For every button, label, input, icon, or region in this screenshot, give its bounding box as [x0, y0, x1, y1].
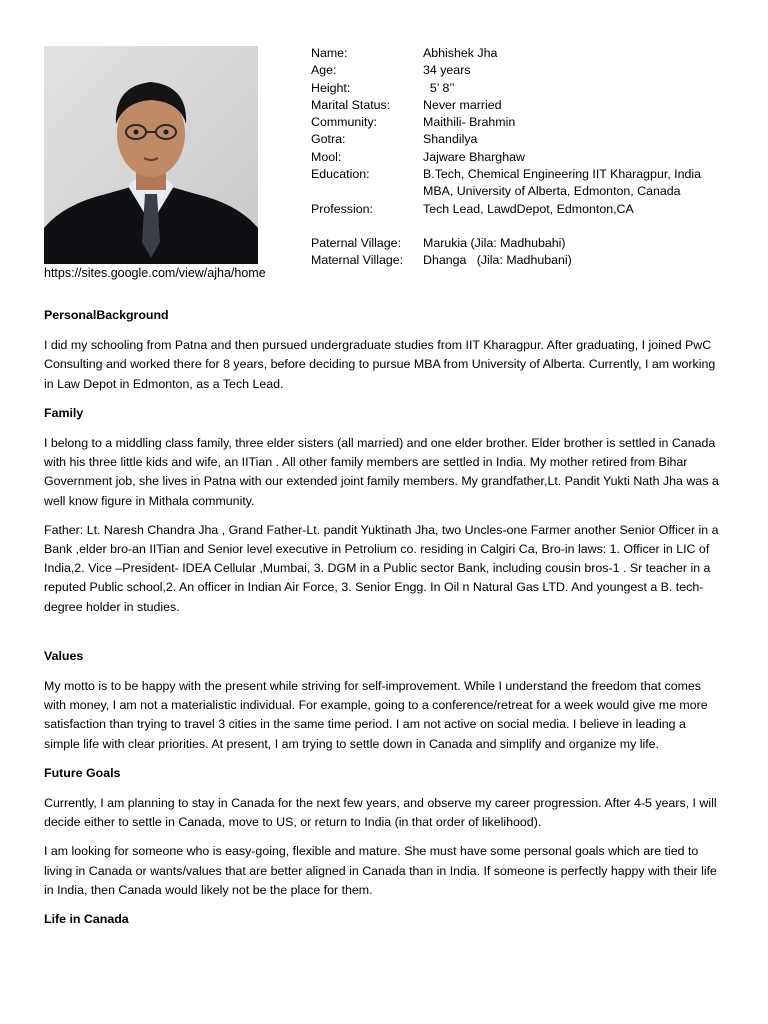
profile-row-gotra [311, 131, 701, 148]
profile-row-age [311, 62, 701, 79]
profile-row-name [311, 45, 701, 62]
section-spacer [44, 627, 724, 647]
profile-label: Paternal Village: [311, 235, 402, 250]
profile-value: Shandilya [423, 132, 478, 147]
family-heading: Family [44, 405, 84, 420]
profile-label: Profession: [311, 201, 373, 216]
family-text-1: I belong to a middling class family, three elder sisters (all married) and one elder brother. Elder brother is settled in Canada with his three little kids and wife, an IITian . All other family members are settled in India. My mother retired from Bihar Government job, she lives in Patna with our extended joint family members. My grandfather,Lt. Pandit Yukti Nath Jha was a well know figure in Mithala community. [44, 436, 719, 508]
profile-row-maternal-village [311, 252, 701, 269]
future-goals-heading: Future Goals [44, 765, 121, 780]
profile-value: 5’ 8’’ [423, 80, 455, 95]
profile-row-mool [311, 149, 701, 166]
profile-label: Maternal Village: [311, 253, 404, 268]
profile-label: Age: [311, 63, 337, 78]
profile-row-marital-status [311, 97, 701, 114]
profile-value: 34 years [423, 63, 471, 78]
profile-label: Mool: [311, 149, 342, 164]
homepage-link[interactable]: https://sites.google.com/view/ajha/home [44, 266, 266, 280]
profile-row-paternal-village [311, 235, 701, 252]
personal-background-text: I did my schooling from Patna and then pursued undergraduate studies from IIT Kharagpur. After graduating, I joined PwC Consulting and worked there for 8 years, before deciding to pursue MBA from University of Alberta. Currently, I am working in Law Depot in Edmonton, as a Tech Lead. [44, 338, 716, 391]
profile-label: Gotra: [311, 132, 346, 147]
future-goals-text-2: I am looking for someone who is easy-going, flexible and mature. She must have some personal goals which are tied to living in Canada or wants/values that are better aligned in Canada than in India. If someone is perfectly happy with their life in India, then Canada would likely not be the place for them. [44, 844, 717, 897]
profile-row-education-2 [311, 183, 701, 200]
profile-row-height [311, 80, 701, 97]
profile-value: B.Tech, Chemical Engineering IIT Kharagpur, India [423, 167, 702, 182]
profile-label: Marital Status: [311, 97, 391, 112]
values-text: My motto is to be happy with the present while striving for self-improvement. While I understand the freedom that comes with money, I am not a materialistic individual. For example, going to a conference/retreat for a week would give me more satisfaction than trying to travel 3 cities in the same time period. I am not active on social media. I believe in leading a simple life with clear priorities. At present, I am trying to settle down in Canada and simplify and organize my life. [44, 679, 708, 751]
profile-value: Never married [423, 97, 502, 112]
profile-label: Name: [311, 46, 348, 60]
bio-content [44, 306, 724, 940]
profile-value: Abhishek Jha [423, 46, 498, 60]
profile-row-education [311, 166, 701, 183]
personal-background-heading: PersonalBackground [44, 308, 169, 322]
profile-label [311, 183, 423, 200]
profile-spacer [311, 218, 701, 235]
values-heading: Values [44, 648, 84, 663]
life-in-canada-heading: Life in Canada [44, 912, 129, 927]
profile-label: Height: [311, 80, 351, 95]
profile-details [311, 45, 701, 270]
portrait-image [44, 46, 258, 264]
profile-value: Dhanga (Jila: Madhubani) [423, 253, 572, 268]
future-goals-text-1: Currently, I am planning to stay in Canada for the next few years, and observe my career progression. After 4-5 years, I will decide either to settle in Canada, move to US, or return to India (in that order of likelihood). [44, 796, 717, 830]
profile-label: Education: [311, 167, 370, 182]
profile-value: MBA, University of Alberta, Edmonton, Canada [423, 184, 681, 199]
profile-value: Tech Lead, LawdDepot, Edmonton,CA [423, 201, 634, 216]
profile-row-community [311, 114, 701, 131]
profile-value: Jajware Bharghaw [423, 149, 525, 164]
profile-value: Maithili- Brahmin [423, 115, 516, 130]
profile-photo [44, 46, 258, 264]
profile-value: Marukia (Jila: Madhubahi) [423, 235, 566, 250]
profile-row-profession [311, 201, 701, 218]
family-text-2: Father: Lt. Naresh Chandra Jha , Grand Father-Lt. pandit Yuktinath Jha, two Uncles-one Farmer another Senior Officer in a Bank ,elder bro-an IITian and Senior level executive in Petrolium co. residing in Calgiri Ca, Bro-in laws: 1. Officer in LIC of India,2. Vice –President- IDEA Cellular ,Mumbai, 3. DGM in a Public sector Bank, including cousin bros-1 . Sr teacher in a reputed Public school,2. An officer in Indian Air Force, 3. Senior Engg. In Oil n Natural Gas LTD. And youngest a B. tech-degree holder in studies. [44, 522, 719, 614]
profile-label: Community: [311, 115, 378, 130]
